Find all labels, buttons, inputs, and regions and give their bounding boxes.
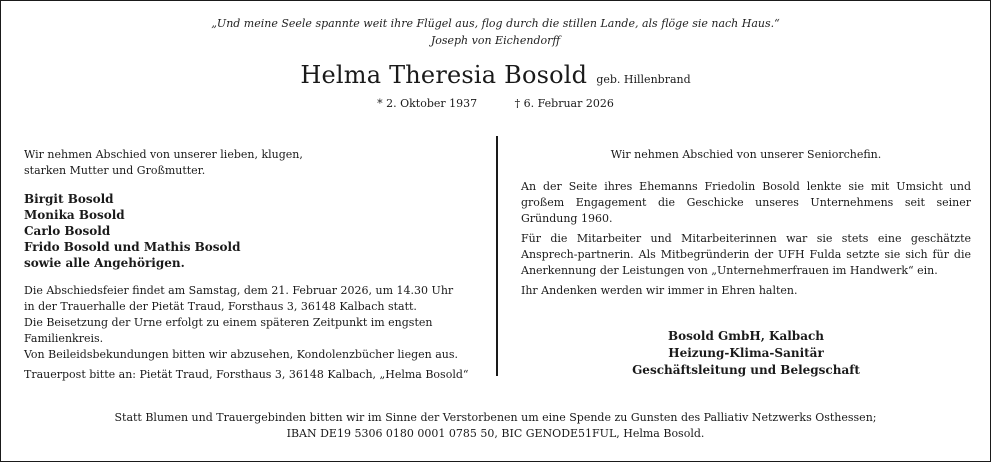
company-signature xyxy=(521,328,971,379)
column-divider xyxy=(496,136,498,376)
quote-author: Joseph von Eichendorff xyxy=(430,34,561,47)
deceased-name-line xyxy=(1,61,990,89)
company-name: Bosold GmbH, Kalbach xyxy=(667,329,825,343)
quote-text: „Und meine Seele spannte weit ihre Flügel aus, flog durch die stillen Lande, als flöge sie nach Haus.“ xyxy=(211,17,780,30)
ceremony-line: in der Trauerhalle der Pietät Traud, Forsthaus 3, 36148 Kalbach statt. xyxy=(24,300,417,313)
ceremony-line: Die Abschiedsfeier findet am Samstag, dem 21. Februar 2026, um 14.30 Uhr xyxy=(24,284,454,297)
ceremony-line: Die Beisetzung der Urne erfolgt zu einem späteren Zeitpunkt im engsten xyxy=(24,316,433,329)
company-paragraph: Für die Mitarbeiter und Mitarbeiterinnen war sie stets eine geschätzte Ansprech-partnerin. Als Mitbegründerin der UFH Fulda setzte sie sich für die Anerkennung der Leistungen von „Unternehmerfrauen im Handwerk“ ein. xyxy=(521,232,971,277)
mourner: sowie alle Angehörigen. xyxy=(24,256,185,270)
mourner: Carlo Bosold xyxy=(24,224,111,238)
mourner: Frido Bosold und Mathis Bosold xyxy=(24,240,241,254)
mourner: Monika Bosold xyxy=(24,208,125,222)
company-paragraph: An der Seite ihres Ehemanns Friedolin Bosold lenkte sie mit Umsicht und großem Engagement die Geschicke unseres Unternehmens seit seiner Gründung 1960. xyxy=(521,180,971,225)
company-staff: Geschäftsleitung und Belegschaft xyxy=(632,363,860,377)
mourner: Birgit Bosold xyxy=(24,192,114,206)
company-trade: Heizung-Klima-Sanitär xyxy=(668,346,824,360)
birth-date: * 2. Oktober 1937 xyxy=(377,97,478,110)
ceremony-info xyxy=(24,283,474,363)
ceremony-line: Von Beileidsbekundungen bitten wir abzusehen, Kondolenzbücher liegen aus. xyxy=(24,348,458,361)
maiden-name: geb. Hillenbrand xyxy=(596,73,691,86)
company-paragraph: Ihr Andenken werden wir immer in Ehren halten. xyxy=(521,284,798,297)
deceased-name: Helma Theresia Bosold xyxy=(300,61,588,89)
ceremony-line: Familienkreis. xyxy=(24,332,104,345)
mourners-list xyxy=(24,191,474,271)
family-intro: Wir nehmen Abschied von unserer lieben, klugen, starken Mutter und Großmutter. xyxy=(24,148,303,177)
mail-address: Trauerpost bitte an: Pietät Traud, Forsthaus 3, 36148 Kalbach, „Helma Bosold“ xyxy=(24,368,469,381)
bank-details: IBAN DE19 5306 0180 0001 0785 50, BIC GENODE51FUL, Helma Bosold. xyxy=(286,427,705,440)
family-notice xyxy=(24,147,474,383)
company-notice-title: Wir nehmen Abschied von unserer Seniorchefin. xyxy=(610,148,882,161)
donation-footer xyxy=(1,410,990,442)
death-date: † 6. Februar 2026 xyxy=(514,97,614,110)
company-notice xyxy=(521,147,971,303)
donation-text: Statt Blumen und Trauergebinden bitten wir im Sinne der Verstorbenen um eine Spende zu Gunsten des Palliativ Netzwerks Osthessen; xyxy=(114,411,877,424)
life-dates xyxy=(1,97,990,110)
